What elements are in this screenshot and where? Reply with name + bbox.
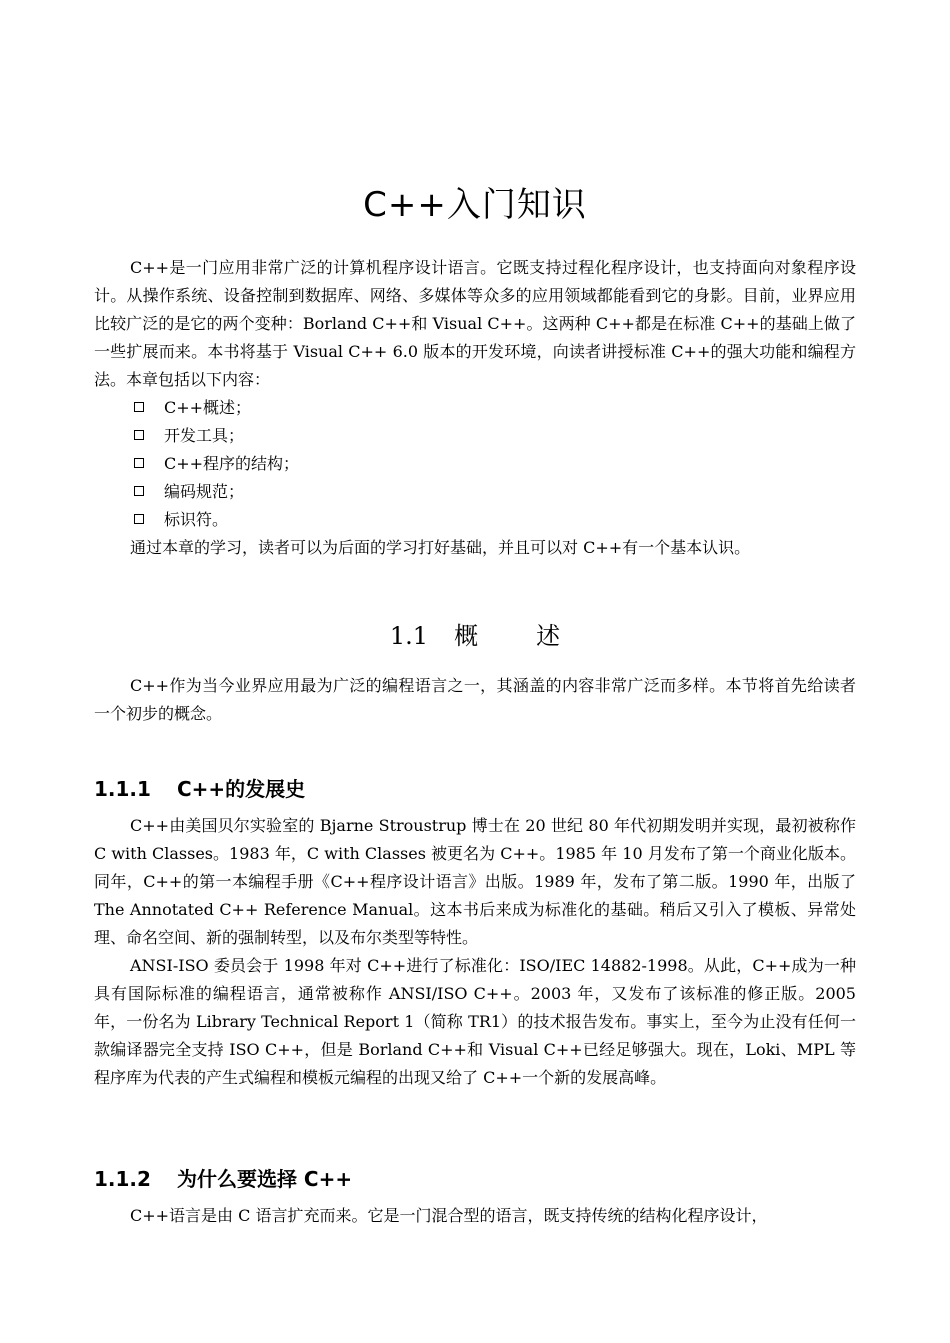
subsection-number: 1.1.1 bbox=[94, 777, 151, 801]
list-item-label: 编码规范； bbox=[164, 482, 245, 501]
list-item-label: C++程序的结构； bbox=[164, 454, 300, 473]
intro-closing-paragraph: 通过本章的学习，读者可以为后面的学习打好基础，并且可以对 C++有一个基本认识。 bbox=[130, 538, 751, 557]
checkbox-square-icon bbox=[134, 458, 144, 468]
chapter-title: C++入门知识 bbox=[363, 184, 587, 225]
history-paragraph-1: C++由美国贝尔实验室的 Bjarne Stroustrup 博士在 20 世纪 80 年代初期发明并实现，最初被称作 C with Classes。1983 年，C with Classes 被更名为 C++。1985 年 10 月发布了第一个商业化版本。同年，C++的第一本编程手册《C++程序设计语言》出版。1989 年，发布了第二版。1990 年，出版了 The Annotated C++ Reference Manual。这本书后来成为标准化的基础。稍后又引入了模板、异常处理、命名空间、新的强制转型，以及布尔类型等特性。 bbox=[94, 816, 856, 947]
list-item bbox=[94, 422, 856, 450]
chapter-contents-list bbox=[94, 394, 856, 534]
section-1-1-body bbox=[94, 672, 856, 728]
list-item bbox=[94, 506, 856, 534]
checkbox-square-icon bbox=[134, 402, 144, 412]
history-paragraph-2: ANSI-ISO 委员会于 1998 年对 C++进行了标准化：ISO/IEC 14882-1998。从此，C++成为一种具有国际标准的编程语言，通常被称作 ANSI/ISO C++。2003 年，又发布了该标准的修正版。2005 年，一份名为 Library Technical Report 1（简称 TR1）的技术报告发布。事实上，至今为止没有任何一款编译器完全支持 ISO C++，但是 Borland C++和 Visual C++已经足够强大。现在，Loki、MPL 等程序库为代表的产生式编程和模板元编程的出现又给了 C++一个新的发展高峰。 bbox=[94, 956, 856, 1087]
section-1-1-2-body bbox=[94, 1202, 856, 1230]
subsection-title-1-1-1 bbox=[94, 774, 305, 804]
section-1-1-1-body bbox=[94, 812, 856, 1092]
section-title-char: 概 bbox=[454, 621, 479, 650]
list-item-label: C++概述； bbox=[164, 398, 252, 417]
checkbox-square-icon bbox=[134, 430, 144, 440]
section-number: 1.1 bbox=[389, 621, 429, 650]
list-item bbox=[94, 394, 856, 422]
why-cpp-paragraph: C++语言是由 C 语言扩充而来。它是一门混合型的语言，既支持传统的结构化程序设计， bbox=[130, 1206, 768, 1225]
checkbox-square-icon bbox=[134, 486, 144, 496]
intro-block bbox=[94, 254, 856, 562]
section-1-1-paragraph: C++作为当今业界应用最为广泛的编程语言之一，其涵盖的内容非常广泛而多样。本节将首先给读者一个初步的概念。 bbox=[94, 676, 856, 723]
subsection-title-text: C++的发展史 bbox=[176, 777, 306, 801]
list-item bbox=[94, 450, 856, 478]
list-item bbox=[94, 478, 856, 506]
list-item-label: 标识符。 bbox=[164, 510, 229, 529]
intro-paragraph: C++是一门应用非常广泛的计算机程序设计语言。它既支持过程化程序设计，也支持面向对象程序设计。从操作系统、设备控制到数据库、网络、多媒体等众多的应用领域都能看到它的身影。目前，业界应用比较广泛的是它的两个变种：Borland C++和 Visual C++。这两种 C++都是在标准 C++的基础上做了一些扩展而来。本书将基于 Visual C++ 6.0 版本的开发环境，向读者讲授标准 C++的强大功能和编程方法。本章包括以下内容： bbox=[94, 258, 856, 389]
subsection-number: 1.1.2 bbox=[94, 1167, 151, 1191]
section-title-1-1 bbox=[94, 618, 856, 654]
subsection-title-text: 为什么要选择 C++ bbox=[176, 1167, 353, 1191]
checkbox-square-icon bbox=[134, 514, 144, 524]
section-title-char: 述 bbox=[536, 621, 561, 650]
list-item-label: 开发工具； bbox=[164, 426, 245, 445]
subsection-title-1-1-2 bbox=[94, 1164, 352, 1194]
